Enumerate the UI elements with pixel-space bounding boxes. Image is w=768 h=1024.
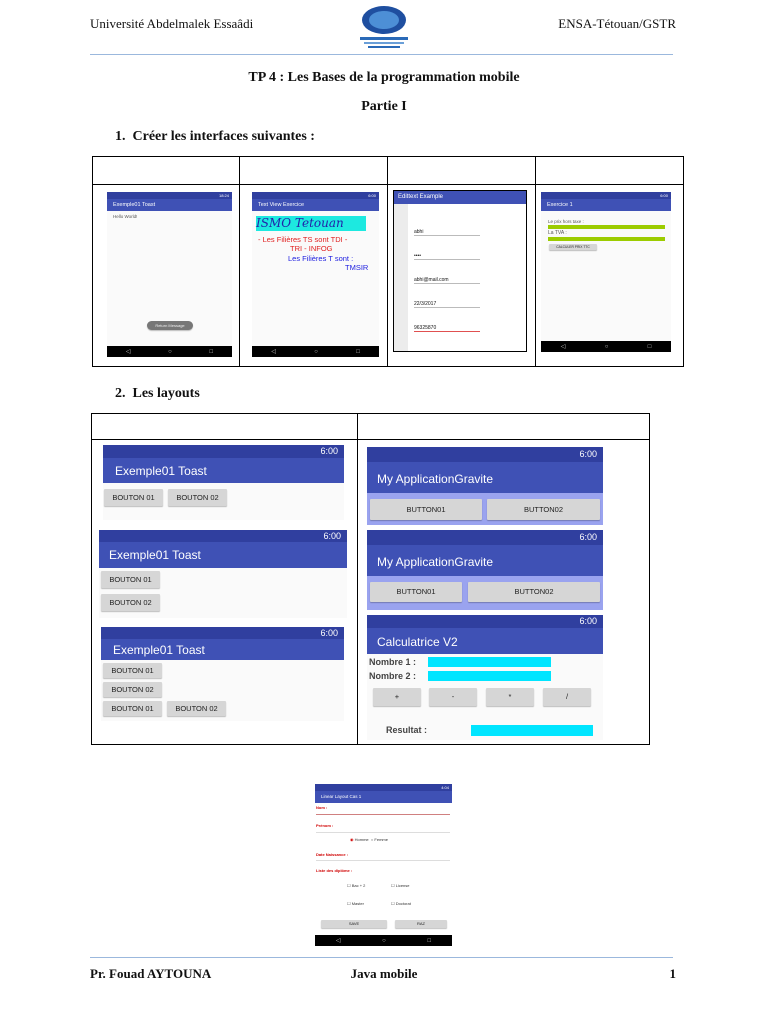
app-bar-title: Calculatrice V2 (367, 628, 603, 654)
filieres-t-line: Les Filières T sont : (288, 254, 354, 263)
status-bar: 4:04 (315, 784, 452, 791)
layout-preview-gravity-1 (367, 447, 603, 525)
checkbox-icon[interactable]: ☐ (347, 883, 351, 888)
app-bar-title: Exemple01 Toast (107, 199, 232, 211)
checkbox-icon[interactable]: ☐ (391, 883, 395, 888)
prix-input[interactable] (548, 225, 665, 229)
phone-screen-textview (252, 192, 379, 357)
multiply-button[interactable]: * (486, 688, 534, 706)
checkbox-icon[interactable]: ☐ (391, 901, 395, 906)
bouton-01[interactable]: BOUTON 01 (104, 489, 163, 506)
plus-button[interactable]: + (373, 688, 421, 706)
recents-icon[interactable]: □ (427, 937, 432, 944)
app-bar-title: Exercice 1 (541, 199, 671, 211)
back-icon[interactable]: ◁ (271, 349, 276, 355)
edit-field[interactable]: abhi (414, 229, 480, 236)
phone-screen-toast (107, 192, 232, 357)
prenom-input[interactable] (316, 832, 450, 833)
button01[interactable]: BUTTON01 (370, 499, 482, 520)
minus-button[interactable]: - (429, 688, 477, 706)
bouton-01[interactable]: BOUTON 01 (103, 663, 162, 678)
table-row-divider (92, 184, 684, 185)
edit-field[interactable]: 96325870 (414, 325, 480, 332)
bouton-01[interactable]: BOUTON 01 (101, 571, 160, 588)
page-title: TP 4 : Les Bases de la programmation mobile (248, 70, 520, 85)
status-bar-time: 6:00 (367, 615, 603, 628)
return-message-button[interactable]: Return Message (147, 321, 193, 330)
app-bar-title: Linear Layout Cas 1 (315, 791, 452, 803)
checkbox-label: Bac + 2 (351, 883, 366, 888)
status-bar: 6:00 (541, 192, 671, 199)
nav-bar (252, 346, 379, 357)
layout-preview-mixed (101, 627, 344, 721)
nom-input[interactable] (316, 814, 450, 815)
page-subtitle: Partie I (361, 99, 407, 114)
gender-radio-group[interactable] (350, 837, 388, 842)
edit-field[interactable]: abhi@mail.com (414, 277, 480, 284)
checkbox-label: Master (351, 901, 364, 906)
save-button[interactable]: SAVE (321, 920, 387, 928)
filieres-ts-line2: TRI - INFOG (290, 244, 333, 253)
bouton-02[interactable]: BOUTON 02 (103, 682, 162, 697)
section-1-heading (115, 129, 315, 145)
nombre2-input[interactable] (428, 671, 551, 681)
divide-button[interactable]: / (543, 688, 591, 706)
table-row-divider (91, 439, 650, 440)
filieres-t-line2: TMSIR (345, 263, 369, 272)
layout-preview-horizontal (103, 445, 344, 520)
recents-icon[interactable]: □ (209, 348, 214, 355)
university-logo (346, 0, 422, 54)
nom-label: Nom : (316, 805, 328, 810)
app-bar-title: Text View Exercice (252, 199, 379, 211)
resultat-output (471, 725, 593, 736)
nav-bar (107, 346, 232, 357)
radio-icon[interactable]: ○ (370, 837, 374, 842)
date-input[interactable] (316, 860, 450, 861)
section-1-number: 1. (115, 129, 126, 144)
app-bar-title: Exemple01 Toast (101, 639, 344, 660)
resultat-label: Resultat : (386, 725, 428, 735)
footer-rule (90, 957, 673, 958)
status-bar-time: 6:00 (99, 530, 347, 542)
checkbox-label: Doctorat (395, 901, 411, 906)
femme-label: Femme (374, 837, 388, 842)
button02[interactable]: BUTTON02 (468, 582, 600, 602)
table-col-divider (357, 413, 358, 745)
section-1-title: Créer les interfaces suivantes : (132, 129, 315, 144)
app-bar-title: My ApplicationGravite (367, 545, 603, 576)
app-bar-title: Exemple01 Toast (103, 458, 344, 483)
layout-preview-vertical (99, 530, 347, 618)
footer-course: Java mobile (350, 966, 418, 981)
home-icon[interactable]: ○ (382, 937, 386, 944)
bouton-01[interactable]: BOUTON 01 (103, 701, 162, 716)
bouton-02[interactable]: BOUTON 02 (168, 489, 227, 506)
checkbox-master[interactable] (347, 901, 364, 906)
bouton-02[interactable]: BOUTON 02 (101, 594, 160, 611)
phone-screen-linear-layout (315, 784, 452, 946)
button01[interactable]: BUTTON01 (370, 582, 462, 602)
edit-field[interactable]: •••• (414, 253, 480, 260)
diplome-label: Liste des diplôme : (316, 868, 353, 873)
checkbox-icon[interactable]: ☐ (347, 901, 351, 906)
nav-bar (541, 341, 671, 352)
checkbox-bac2[interactable] (347, 883, 365, 888)
table-col-divider (535, 156, 536, 367)
table-col-divider (239, 156, 240, 367)
home-icon[interactable]: ○ (314, 348, 318, 355)
page-number: 1 (669, 966, 676, 981)
status-bar-time: 6:00 (103, 445, 344, 458)
recents-icon[interactable]: □ (356, 348, 360, 355)
checkbox-doctorat[interactable] (391, 901, 411, 906)
button02[interactable]: BUTTON02 (487, 499, 600, 520)
table-col-divider (387, 156, 388, 367)
tva-input[interactable] (548, 237, 665, 241)
app-bar-title: Edittext Example (394, 191, 526, 204)
back-icon[interactable]: ◁ (125, 349, 131, 355)
hello-text: Hello World! (113, 214, 138, 219)
section-2-title: Les layouts (132, 386, 200, 401)
home-icon[interactable]: ○ (604, 343, 609, 350)
bouton-02[interactable]: BOUTON 02 (167, 701, 226, 716)
raz-button[interactable]: RAZ (395, 920, 447, 928)
homme-label: Homme (354, 837, 369, 842)
footer-author: Pr. Fouad AYTOUNA (90, 966, 212, 981)
tva-label: La TVA : (548, 230, 567, 236)
nombre1-input[interactable] (428, 657, 551, 667)
status-bar-time: 6:00 (367, 530, 603, 545)
date-label: Date Naissance : (316, 852, 349, 857)
calculer-button[interactable]: CALCULER PRIX TTC (549, 244, 597, 250)
section-2-number: 2. (115, 386, 126, 401)
phone-screen-edittext (393, 190, 527, 352)
section-2-heading (115, 386, 200, 402)
status-bar: 6:00 (252, 192, 379, 199)
phone-screen-tva (541, 192, 671, 352)
header-department: ENSA-Tétouan/GSTR (558, 16, 676, 31)
home-icon[interactable]: ○ (168, 348, 172, 355)
app-bar-title: Exemple01 Toast (99, 542, 347, 568)
checkbox-label: License (395, 883, 410, 888)
ismo-highlight: ISMO Tetouan (256, 216, 366, 231)
checkbox-license[interactable] (391, 883, 410, 888)
nav-bar (315, 935, 452, 946)
status-bar-time: 6:00 (101, 627, 344, 639)
back-icon[interactable]: ◁ (560, 344, 566, 350)
nombre2-label: Nombre 2 : (369, 671, 417, 681)
layout-preview-gravity-2 (367, 530, 603, 610)
edit-field[interactable]: 22/3/2017 (414, 301, 480, 308)
nombre1-label: Nombre 1 : (369, 657, 417, 667)
back-icon[interactable]: ◁ (335, 938, 341, 944)
header-rule (90, 54, 673, 55)
layout-preview-calculator (367, 615, 603, 740)
filieres-ts-line: - Les Filières TS sont TDI - (258, 235, 348, 244)
prenom-label: Prénom : (316, 823, 334, 828)
status-bar: 18:24 (107, 192, 232, 199)
status-bar-time: 6:00 (367, 447, 603, 462)
recents-icon[interactable]: □ (647, 343, 652, 350)
prix-label: Le prix hors taxe : (548, 219, 584, 224)
radio-checked-icon[interactable]: ◉ (350, 837, 354, 842)
app-bar-title: My ApplicationGravite (367, 462, 603, 493)
header-university: Université Abdelmalek Essaâdi (90, 16, 254, 31)
